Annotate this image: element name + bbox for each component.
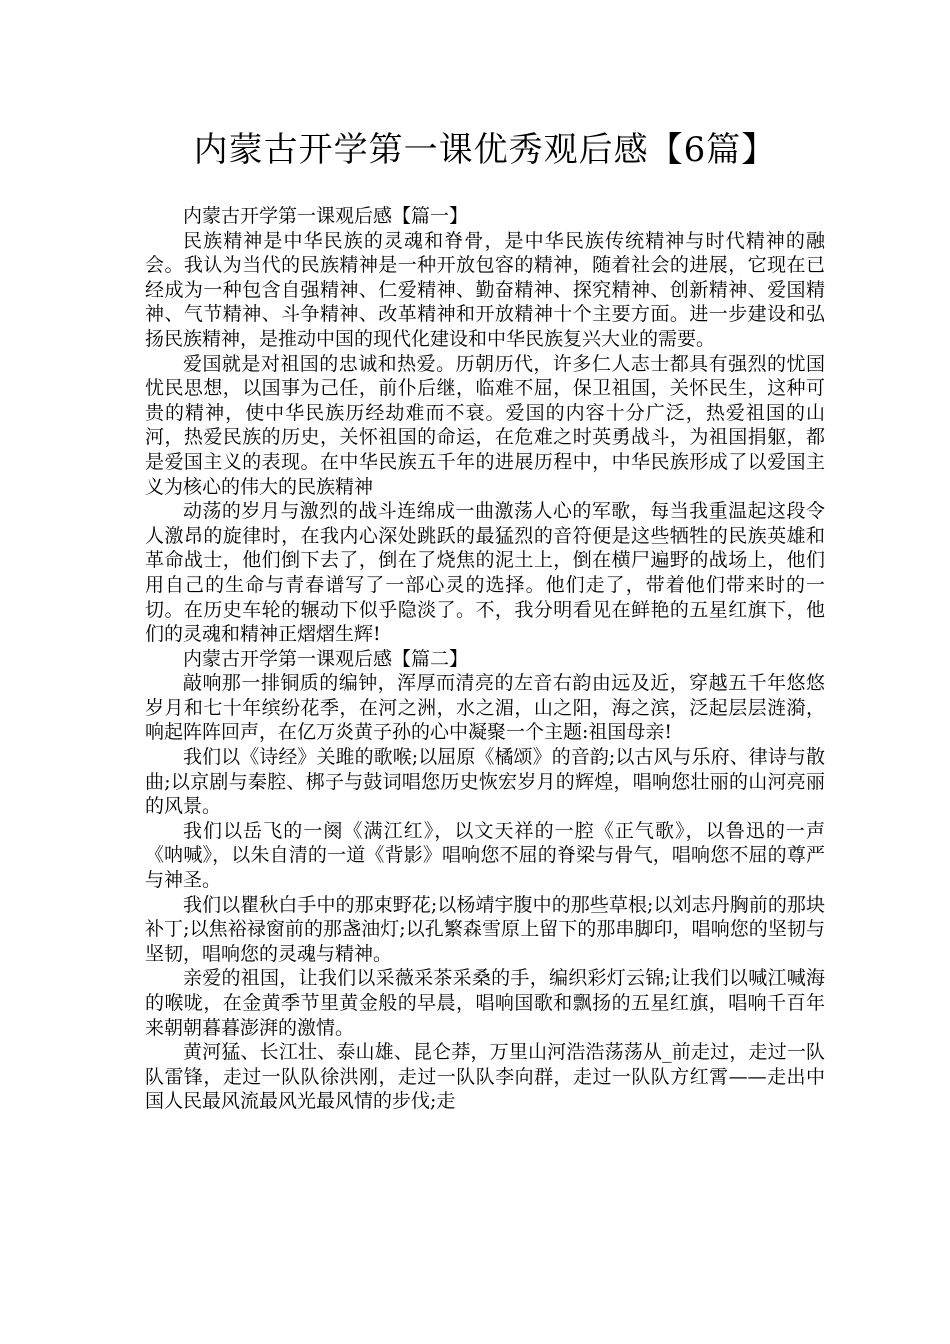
document-body — [145, 204, 825, 1114]
section-1 — [145, 204, 825, 647]
paragraph: 民族精神是中华民族的灵魂和脊骨，是中华民族传统精神与时代精神的融会。我认为当代的民族精神是一种开放包容的精神，随着社会的进展，它现在已经成为一种包含自强精神、仁爱精神、勤奋精神、探究精神、创新精神、爱国精神、气节精神、斗争精神、改革精神和开放精神十个主要方面。进一步建设和弘扬民族精神，是推动中国的现代化建设和中华民族复兴大业的需要。 — [145, 229, 825, 350]
document-title: 内蒙古开学第一课优秀观后感【6篇】 — [193, 130, 777, 170]
section-heading: 内蒙古开学第一课观后感【篇一】 — [183, 205, 469, 227]
paragraph: 我们以岳飞的一阕《满江红》，以文天祥的一腔《正气歌》，以鲁迅的一声《呐喊》，以朱自清的一道《背影》唱响您不屈的脊梁与骨气，唱响您不屈的尊严与神圣。 — [145, 819, 825, 892]
paragraph: 我们以《诗经》关雎的歌喉;以屈原《橘颂》的音韵;以古风与乐府、律诗与散曲;以京剧与秦腔、梆子与鼓词唱您历史恢宏岁月的辉煌，唱响您壮丽的山河亮丽的风景。 — [145, 746, 825, 818]
section-2 — [145, 647, 825, 1114]
document-page — [145, 126, 825, 1114]
paragraph: 爱国就是对祖国的忠诚和热爱。历朝历代，许多仁人志士都具有强烈的忧国忧民思想，以国事为己任，前仆后继，临难不屈，保卫祖国，关怀民生，这种可贵的精神，使中华民族历经劫难而不衰。爱国的内容十分广泛，热爱祖国的山河，热爱民族的历史，关怀祖国的命运，在危难之时英勇战斗，为祖国捐躯，都是爱国主义的表现。在中华民族五千年的进展历程中，中华民族形成了以爱国主义为核心的伟大的民族精神 — [145, 352, 825, 498]
section-heading: 内蒙古开学第一课观后感【篇二】 — [183, 647, 469, 670]
paragraph: 亲爱的祖国，让我们以采薇采茶采桑的手，编织彩灯云锦;让我们以喊江喊海的喉咙，在金黄季节里黄金般的早晨，唱响国歌和飘扬的五星红旗，唱响千百年来朝朝暮暮澎湃的激情。 — [145, 967, 825, 1039]
paragraph: 黄河猛、长江壮、泰山雄、昆仑莽，万里山河浩浩荡荡从_前走过，走过一队队雷锋，走过一队队徐洪刚，走过一队队李向群，走过一队队方红霄——走出中国人民最风流最风光最风情的步伐;走 — [145, 1041, 825, 1113]
paragraph: 敲响那一排铜质的编钟，浑厚而清亮的左音右韵由远及近，穿越五千年悠悠岁月和七十年缤纷花季，在河之洲，水之湄，山之阳，海之滨，泛起层层涟漪，响起阵阵回声，在亿万炎黄子孙的心中凝聚一个主题:祖国母亲! — [145, 672, 825, 744]
paragraph: 我们以瞿秋白手中的那束野花;以杨靖宇腹中的那些草根;以刘志丹胸前的那块补丁;以焦裕禄窗前的那盏油灯;以孔繁森雪原上留下的那串脚印，唱响您的坚韧与坚韧，唱响您的灵魂与精神。 — [145, 893, 825, 965]
paragraph: 动荡的岁月与激烈的战斗连绵成一曲激荡人心的军歌，每当我重温起这段令人激昂的旋律时，在我内心深处跳跃的最猛烈的音符便是这些牺牲的民族英雄和革命战士，他们倒下去了，倒在了烧焦的泥土上，倒在横尸遍野的战场上，他们用自己的生命与青春谱写了一部心灵的选择。他们走了，带着他们带来时的一切。在历史车轮的辗动下似乎隐淡了。不，我分明看见在鲜艳的五星红旗下，他们的灵魂和精神正熠熠生辉! — [145, 500, 825, 646]
